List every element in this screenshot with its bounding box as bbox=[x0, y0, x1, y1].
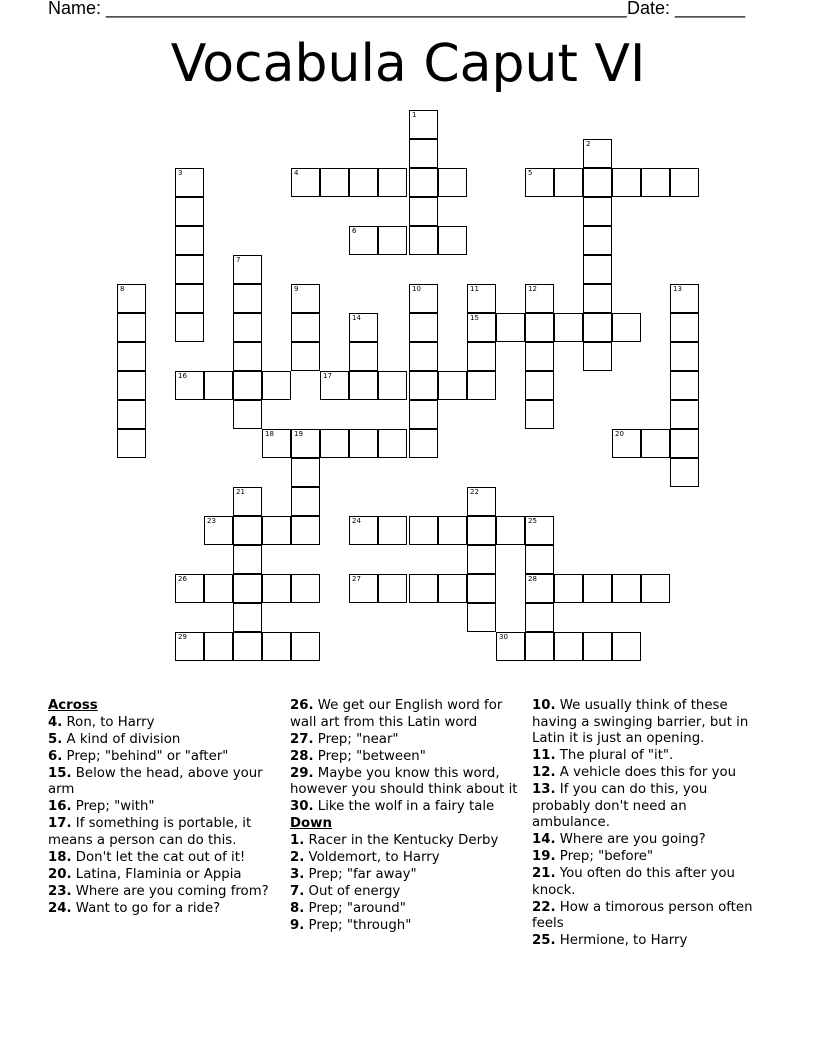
grid-cell[interactable] bbox=[233, 342, 262, 371]
clues-column-3 bbox=[532, 698, 762, 950]
grid-cell[interactable] bbox=[612, 429, 641, 458]
clue-text: We usually think of these having a swinging barrier, but in Latin it is just an opening. bbox=[532, 698, 749, 746]
clue-number: 22. bbox=[532, 899, 556, 915]
clue-item bbox=[48, 732, 278, 749]
clue-text: Don't let the cat out of it! bbox=[71, 849, 246, 865]
cell-number: 18 bbox=[265, 430, 274, 438]
clue-item bbox=[48, 766, 278, 799]
clue-number: 30. bbox=[290, 799, 314, 814]
clue-number: 21. bbox=[532, 866, 556, 881]
grid-cell[interactable] bbox=[525, 516, 554, 545]
grid-cell[interactable] bbox=[409, 197, 438, 226]
clue-number: 2. bbox=[290, 849, 305, 865]
grid-cell[interactable] bbox=[409, 429, 438, 458]
cell-number: 12 bbox=[528, 285, 537, 293]
grid-cell[interactable] bbox=[583, 284, 612, 313]
grid-cell[interactable] bbox=[525, 284, 554, 313]
clue-item bbox=[48, 749, 278, 766]
grid-cell[interactable] bbox=[204, 632, 233, 661]
clue-text: Latina, Flaminia or Appia bbox=[71, 866, 242, 882]
clue-item bbox=[290, 867, 520, 884]
clue-number: 17. bbox=[48, 816, 72, 831]
clue-item bbox=[48, 850, 278, 867]
grid-cell[interactable] bbox=[641, 168, 670, 197]
grid-cell[interactable] bbox=[467, 574, 496, 603]
grid-cell[interactable] bbox=[204, 371, 233, 400]
cell-number: 13 bbox=[673, 285, 682, 293]
clue-number: 24. bbox=[48, 900, 72, 916]
grid-cell[interactable] bbox=[117, 429, 146, 458]
grid-cell[interactable] bbox=[554, 313, 583, 342]
grid-cell[interactable] bbox=[409, 574, 438, 603]
grid-cell[interactable] bbox=[525, 168, 554, 197]
grid-cell[interactable] bbox=[409, 342, 438, 371]
grid-cell[interactable] bbox=[378, 574, 407, 603]
grid-cell[interactable] bbox=[262, 574, 291, 603]
grid-cell[interactable] bbox=[525, 545, 554, 574]
cell-number: 16 bbox=[178, 372, 187, 380]
cell-number: 23 bbox=[207, 517, 216, 525]
grid-cell[interactable] bbox=[291, 168, 320, 197]
clue-text: Ron, to Harry bbox=[62, 714, 155, 730]
cell-number: 9 bbox=[294, 285, 299, 293]
name-field-label[interactable]: Name: ____________________________________________________ bbox=[48, 0, 627, 18]
cell-number: 30 bbox=[499, 633, 508, 641]
cell-number: 21 bbox=[236, 488, 245, 496]
grid-cell[interactable] bbox=[670, 284, 699, 313]
clue-item bbox=[532, 765, 762, 782]
grid-cell[interactable] bbox=[117, 313, 146, 342]
clue-text: Below the head, above your arm bbox=[48, 765, 263, 797]
grid-cell[interactable] bbox=[409, 110, 438, 139]
cell-number: 1 bbox=[412, 111, 417, 119]
clue-number: 18. bbox=[48, 849, 72, 865]
grid-cell[interactable] bbox=[612, 574, 641, 603]
grid-cell[interactable] bbox=[670, 342, 699, 371]
grid-cell[interactable] bbox=[409, 284, 438, 313]
grid-cell[interactable] bbox=[291, 487, 320, 516]
grid-cell[interactable] bbox=[320, 168, 349, 197]
clue-number: 8. bbox=[290, 900, 305, 916]
grid-cell[interactable] bbox=[525, 603, 554, 632]
grid-cell[interactable] bbox=[378, 226, 407, 255]
grid-cell[interactable] bbox=[670, 313, 699, 342]
clue-item bbox=[290, 799, 520, 816]
clue-text: You often do this after you knock. bbox=[532, 866, 735, 898]
clue-text: Prep; "near" bbox=[313, 731, 399, 747]
grid-cell[interactable] bbox=[262, 516, 291, 545]
grid-cell[interactable] bbox=[349, 313, 378, 342]
clue-item bbox=[290, 766, 520, 799]
clue-number: 25. bbox=[532, 933, 556, 948]
clue-text: If you can do this, you probably don't need an ambulance. bbox=[532, 782, 708, 830]
clue-item bbox=[532, 832, 762, 849]
clue-text: Maybe you know this word, however you should think about it bbox=[290, 765, 518, 797]
clue-item bbox=[532, 849, 762, 866]
clue-number: 23. bbox=[48, 883, 72, 899]
clue-text: Like the wolf in a fairy tale bbox=[313, 799, 495, 814]
grid-cell[interactable] bbox=[467, 284, 496, 313]
clue-text: Hermione, to Harry bbox=[555, 933, 688, 948]
grid-cell[interactable] bbox=[583, 342, 612, 371]
clue-text: Prep; "far away" bbox=[304, 866, 417, 882]
clue-item bbox=[48, 715, 278, 732]
grid-cell[interactable] bbox=[496, 313, 525, 342]
grid-cell[interactable] bbox=[583, 197, 612, 226]
grid-cell[interactable] bbox=[349, 342, 378, 371]
cell-number: 8 bbox=[120, 285, 125, 293]
grid-cell[interactable] bbox=[525, 400, 554, 429]
grid-cell[interactable] bbox=[233, 632, 262, 661]
grid-cell[interactable] bbox=[409, 516, 438, 545]
date-field-label[interactable]: Date: _______ bbox=[627, 0, 746, 18]
grid-cell[interactable] bbox=[233, 545, 262, 574]
clue-number: 28. bbox=[290, 748, 314, 764]
clues-column-2 bbox=[290, 698, 520, 935]
grid-cell[interactable] bbox=[349, 226, 378, 255]
cell-number: 17 bbox=[323, 372, 332, 380]
grid-cell[interactable] bbox=[583, 255, 612, 284]
clue-number: 11. bbox=[532, 748, 556, 763]
clue-text: The plural of "it". bbox=[555, 748, 674, 763]
clue-item bbox=[290, 901, 520, 918]
grid-cell[interactable] bbox=[175, 574, 204, 603]
clue-text: Prep; "behind" or "after" bbox=[62, 748, 229, 764]
grid-cell[interactable] bbox=[262, 371, 291, 400]
clue-number: 14. bbox=[532, 832, 556, 847]
clue-number: 10. bbox=[532, 698, 556, 713]
grid-cell[interactable] bbox=[438, 574, 467, 603]
cell-number: 19 bbox=[294, 430, 303, 438]
cell-number: 10 bbox=[412, 285, 421, 293]
grid-cell[interactable] bbox=[349, 574, 378, 603]
clue-item bbox=[48, 884, 278, 901]
cell-number: 5 bbox=[528, 169, 533, 177]
grid-cell[interactable] bbox=[291, 458, 320, 487]
grid-cell[interactable] bbox=[409, 168, 438, 197]
clue-text: Prep; "with" bbox=[71, 799, 155, 814]
clue-item bbox=[48, 816, 278, 849]
grid-cell[interactable] bbox=[262, 429, 291, 458]
clue-item bbox=[48, 799, 278, 816]
grid-cell[interactable] bbox=[291, 574, 320, 603]
grid-cell[interactable] bbox=[320, 371, 349, 400]
grid-cell[interactable] bbox=[175, 255, 204, 284]
clue-number: 1. bbox=[290, 832, 305, 848]
grid-cell[interactable] bbox=[467, 342, 496, 371]
clue-text: Prep; "before" bbox=[555, 849, 654, 864]
clue-number: 7. bbox=[290, 883, 305, 899]
cell-number: 24 bbox=[352, 517, 361, 525]
grid-cell[interactable] bbox=[175, 313, 204, 342]
grid-cell[interactable] bbox=[262, 632, 291, 661]
clue-item bbox=[532, 900, 762, 933]
grid-cell[interactable] bbox=[409, 313, 438, 342]
clue-item bbox=[532, 748, 762, 765]
clue-text: Out of energy bbox=[304, 883, 401, 899]
cell-number: 22 bbox=[470, 488, 479, 496]
clue-text: We get our English word for wall art from this Latin word bbox=[290, 698, 503, 730]
grid-cell[interactable] bbox=[349, 371, 378, 400]
grid-cell[interactable] bbox=[583, 139, 612, 168]
grid-cell[interactable] bbox=[233, 313, 262, 342]
clue-text: If something is portable, it means a person can do this. bbox=[48, 816, 252, 848]
grid-cell[interactable] bbox=[554, 168, 583, 197]
grid-cell[interactable] bbox=[349, 168, 378, 197]
grid-cell[interactable] bbox=[583, 313, 612, 342]
cell-number: 15 bbox=[470, 314, 479, 322]
grid-cell[interactable] bbox=[525, 632, 554, 661]
grid-cell[interactable] bbox=[438, 168, 467, 197]
grid-cell[interactable] bbox=[349, 429, 378, 458]
grid-cell[interactable] bbox=[204, 574, 233, 603]
grid-cell[interactable] bbox=[467, 371, 496, 400]
grid-cell[interactable] bbox=[233, 603, 262, 632]
clue-item bbox=[532, 866, 762, 899]
grid-cell[interactable] bbox=[117, 342, 146, 371]
cell-number: 4 bbox=[294, 169, 299, 177]
grid-cell[interactable] bbox=[175, 371, 204, 400]
grid-cell[interactable] bbox=[409, 371, 438, 400]
clue-number: 27. bbox=[290, 731, 314, 747]
clue-number: 6. bbox=[48, 748, 63, 764]
clue-number: 15. bbox=[48, 765, 72, 781]
grid-cell[interactable] bbox=[117, 284, 146, 313]
grid-cell[interactable] bbox=[204, 516, 233, 545]
clue-text: Where are you going? bbox=[555, 832, 706, 847]
clue-number: 19. bbox=[532, 849, 556, 864]
clue-text: Prep; "between" bbox=[313, 748, 426, 764]
grid-cell[interactable] bbox=[175, 284, 204, 313]
clue-number: 4. bbox=[48, 714, 63, 730]
cell-number: 7 bbox=[236, 256, 241, 264]
grid-cell[interactable] bbox=[583, 632, 612, 661]
clue-item bbox=[290, 833, 520, 850]
cell-number: 14 bbox=[352, 314, 361, 322]
clue-item bbox=[290, 698, 520, 731]
grid-cell[interactable] bbox=[117, 371, 146, 400]
cell-number: 29 bbox=[178, 633, 187, 641]
clue-number: 13. bbox=[532, 782, 556, 797]
grid-cell[interactable] bbox=[291, 429, 320, 458]
clues-column-1 bbox=[48, 698, 278, 918]
grid-cell[interactable] bbox=[291, 516, 320, 545]
clue-item bbox=[532, 698, 762, 748]
cell-number: 27 bbox=[352, 575, 361, 583]
grid-cell[interactable] bbox=[583, 574, 612, 603]
grid-cell[interactable] bbox=[467, 545, 496, 574]
grid-cell[interactable] bbox=[438, 516, 467, 545]
clue-text: Where are you coming from? bbox=[71, 883, 269, 899]
grid-cell[interactable] bbox=[641, 574, 670, 603]
clue-number: 12. bbox=[532, 765, 556, 780]
grid-cell[interactable] bbox=[175, 632, 204, 661]
clue-item bbox=[290, 850, 520, 867]
grid-cell[interactable] bbox=[554, 632, 583, 661]
grid-cell[interactable] bbox=[233, 400, 262, 429]
grid-cell[interactable] bbox=[233, 371, 262, 400]
grid-cell[interactable] bbox=[525, 342, 554, 371]
grid-cell[interactable] bbox=[117, 400, 146, 429]
clue-number: 3. bbox=[290, 866, 305, 882]
page-title: Vocabula Caput VI bbox=[170, 34, 646, 94]
clue-text: Prep; "through" bbox=[304, 917, 412, 933]
clue-number: 26. bbox=[290, 698, 314, 713]
grid-cell[interactable] bbox=[583, 226, 612, 255]
cell-number: 11 bbox=[470, 285, 479, 293]
grid-cell[interactable] bbox=[378, 371, 407, 400]
grid-cell[interactable] bbox=[670, 371, 699, 400]
cell-number: 20 bbox=[615, 430, 624, 438]
cell-number: 3 bbox=[178, 169, 183, 177]
clue-text: A vehicle does this for you bbox=[555, 765, 737, 780]
grid-cell[interactable] bbox=[409, 226, 438, 255]
clue-text: Voldemort, to Harry bbox=[304, 849, 440, 865]
grid-cell[interactable] bbox=[670, 400, 699, 429]
clue-item bbox=[290, 918, 520, 935]
grid-cell[interactable] bbox=[641, 429, 670, 458]
grid-cell[interactable] bbox=[378, 429, 407, 458]
grid-cell[interactable] bbox=[291, 313, 320, 342]
grid-cell[interactable] bbox=[612, 168, 641, 197]
clue-text: How a timorous person often feels bbox=[532, 899, 753, 931]
clue-item bbox=[532, 782, 762, 832]
clue-item bbox=[532, 933, 762, 950]
grid-cell[interactable] bbox=[670, 429, 699, 458]
grid-cell[interactable] bbox=[496, 632, 525, 661]
clue-number: 20. bbox=[48, 866, 72, 882]
grid-cell[interactable] bbox=[233, 284, 262, 313]
clue-text: A kind of division bbox=[62, 731, 181, 747]
grid-cell[interactable] bbox=[525, 574, 554, 603]
clue-section-heading: Across bbox=[48, 698, 98, 713]
grid-cell[interactable] bbox=[525, 313, 554, 342]
grid-cell[interactable] bbox=[467, 313, 496, 342]
grid-cell[interactable] bbox=[409, 400, 438, 429]
clue-item bbox=[48, 867, 278, 884]
grid-cell[interactable] bbox=[233, 574, 262, 603]
grid-cell[interactable] bbox=[583, 168, 612, 197]
clue-item bbox=[290, 749, 520, 766]
clue-number: 16. bbox=[48, 799, 72, 814]
clue-number: 29. bbox=[290, 765, 314, 781]
clue-number: 9. bbox=[290, 917, 305, 933]
grid-cell[interactable] bbox=[349, 516, 378, 545]
grid-cell[interactable] bbox=[233, 255, 262, 284]
grid-cell[interactable] bbox=[496, 516, 525, 545]
cell-number: 6 bbox=[352, 227, 357, 235]
grid-cell[interactable] bbox=[612, 313, 641, 342]
grid-cell[interactable] bbox=[175, 197, 204, 226]
grid-cell[interactable] bbox=[612, 632, 641, 661]
grid-cell[interactable] bbox=[670, 168, 699, 197]
clue-section-heading: Down bbox=[290, 816, 332, 831]
grid-cell[interactable] bbox=[291, 632, 320, 661]
grid-cell[interactable] bbox=[467, 487, 496, 516]
grid-cell[interactable] bbox=[233, 516, 262, 545]
grid-cell[interactable] bbox=[525, 371, 554, 400]
clue-text: Want to go for a ride? bbox=[71, 900, 221, 916]
cell-number: 25 bbox=[528, 517, 537, 525]
clue-text: Prep; "around" bbox=[304, 900, 406, 916]
grid-cell[interactable] bbox=[175, 226, 204, 255]
clue-text: Racer in the Kentucky Derby bbox=[304, 832, 499, 848]
grid-cell[interactable] bbox=[554, 574, 583, 603]
grid-cell[interactable] bbox=[438, 371, 467, 400]
grid-cell[interactable] bbox=[438, 226, 467, 255]
grid-cell[interactable] bbox=[175, 168, 204, 197]
clue-number: 5. bbox=[48, 731, 63, 747]
grid-cell[interactable] bbox=[320, 429, 349, 458]
cell-number: 28 bbox=[528, 575, 537, 583]
grid-cell[interactable] bbox=[467, 516, 496, 545]
grid-cell[interactable] bbox=[467, 603, 496, 632]
grid-cell[interactable] bbox=[378, 168, 407, 197]
clue-item bbox=[290, 884, 520, 901]
clue-item bbox=[48, 901, 278, 918]
grid-cell[interactable] bbox=[378, 516, 407, 545]
grid-cell[interactable] bbox=[291, 342, 320, 371]
grid-cell[interactable] bbox=[670, 458, 699, 487]
grid-cell[interactable] bbox=[291, 284, 320, 313]
cell-number: 26 bbox=[178, 575, 187, 583]
cell-number: 2 bbox=[586, 140, 591, 148]
grid-cell[interactable] bbox=[409, 139, 438, 168]
clue-item bbox=[290, 732, 520, 749]
grid-cell[interactable] bbox=[233, 487, 262, 516]
